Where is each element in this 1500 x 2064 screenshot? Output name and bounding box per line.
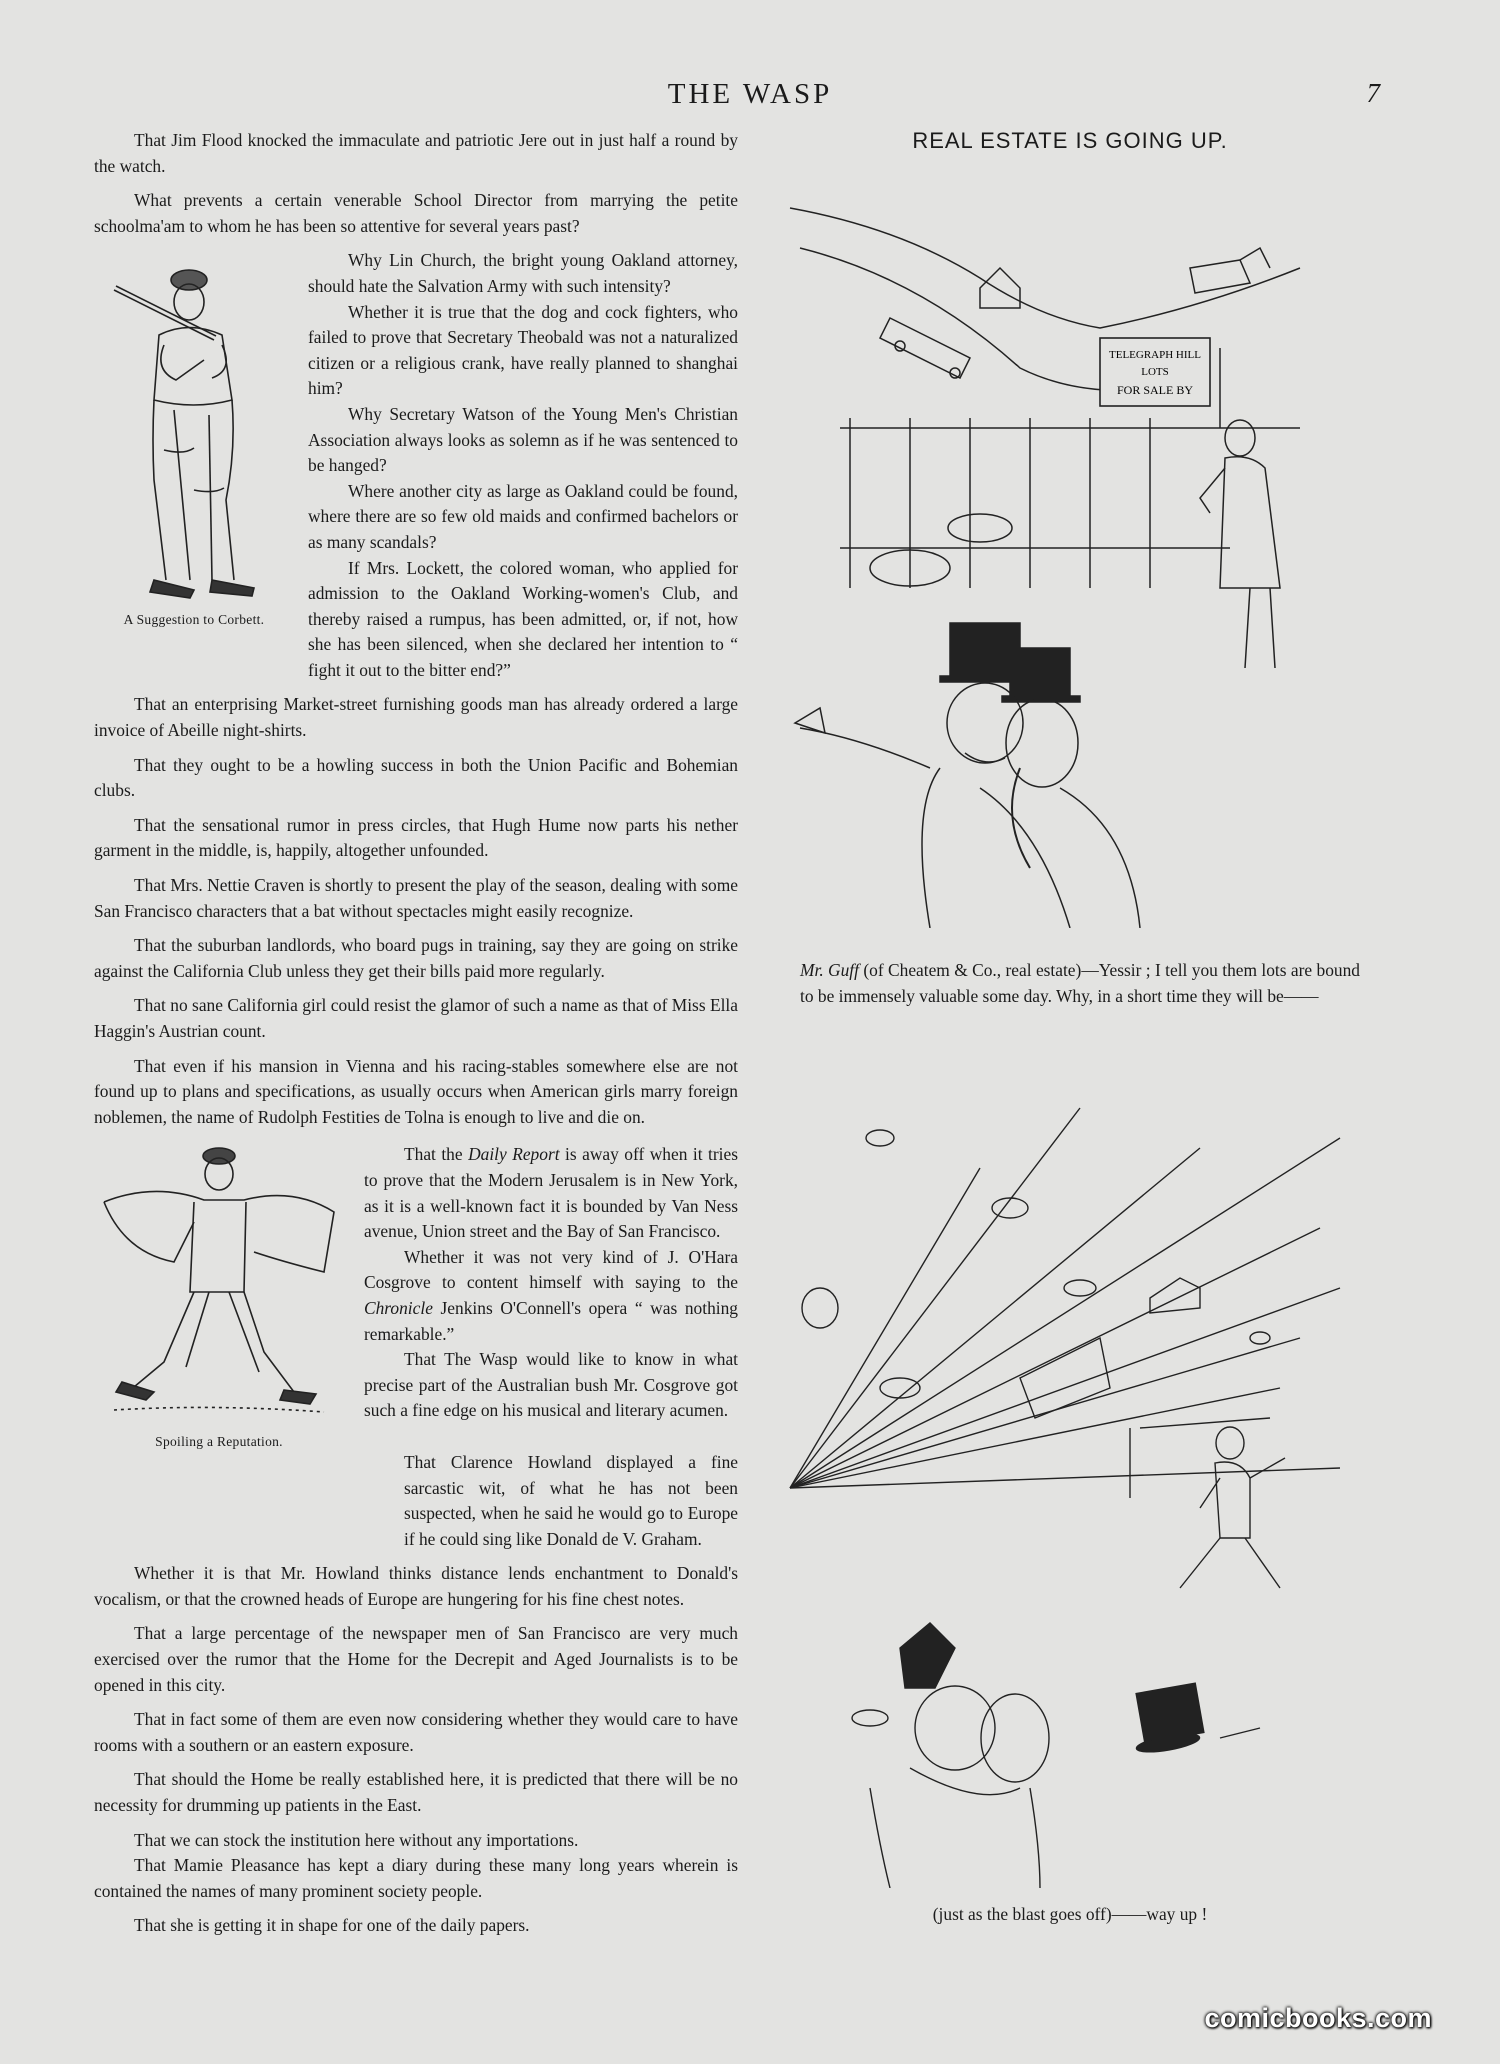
cartoon-title: REAL ESTATE IS GOING UP. — [912, 128, 1228, 153]
caption-text: (of Cheatem & Co., real estate)—Yessir ; I tell you them lots are bound to be immensely valuable some day. Why, in a short time they will be—— — [800, 960, 1360, 1006]
text-run: Whether it was not very kind of J. O'Hara Cosgrove to content himself with saying to the — [364, 1246, 738, 1293]
paragraph: That the suburban landlords, who board pugs in training, say they are going on strike against the California Club unless they get their bills paid more regularly. — [94, 935, 738, 981]
paragraph: If Mrs. Lockett, the colored woman, who applied for admission to the Oakland Working-women's Club, and thereby raised a rumpus, has been admitted, or, if not, how she has been silenced, when she declared her intention to “ fight it out to the bitter end?” — [308, 557, 738, 680]
paragraph: Why Lin Church, the bright young Oakland attorney, should hate the Salvation Army with such intensity? — [308, 250, 738, 296]
paragraph: That the sensational rumor in press circles, that Hugh Hume now parts his nether garment in the middle, is, happily, altogether unfounded. — [94, 814, 738, 861]
paragraph: That a large percentage of the newspaper men of San Francisco are very much exercised over the rumor that the Home for the Decrepit and Aged Journalists is to be opened in this city. — [94, 1623, 738, 1695]
paragraph: That in fact some of them are even now considering whether they would care to have rooms with a southern or an eastern exposure. — [94, 1709, 738, 1755]
paragraph: That Clarence Howland displayed a fine sarcastic wit, of what he has not been suspected, when he said he would go to Europe if he could sing like Donald de V. Graham. — [404, 1451, 738, 1549]
figure-caption: Spoiling a Reputation. — [155, 1434, 283, 1450]
sign-text: LOTS — [1141, 366, 1169, 378]
paragraph: Why Secretary Watson of the Young Men's Christian Association always looks as solemn as if he was sentenced to be hanged? — [308, 403, 738, 476]
cartoon-caption-2: (just as the blast goes off)——way up ! — [932, 1904, 1208, 1924]
left-column — [94, 128, 738, 1939]
paragraph: That they ought to be a howling success in both the Union Pacific and Bohemian clubs. — [94, 754, 738, 801]
text-run: That the — [404, 1144, 469, 1165]
paragraph: That Mrs. Nettie Craven is shortly to present the play of the season, dealing with some San Francisco characters that a bat without spectacles might easily recognize. — [94, 875, 738, 921]
masthead: THE WASP — [667, 78, 833, 110]
paragraph: That she is getting it in shape for one of the daily papers. — [134, 1915, 530, 1936]
figure-block-corbett — [94, 248, 738, 683]
paragraph: That should the Home be really established here, it is predicted that there will be no necessity for drumming up patients in the East. — [94, 1769, 738, 1816]
paragraph — [364, 1245, 738, 1347]
spacer — [364, 1424, 738, 1450]
cartoon-caption-1 — [800, 958, 1360, 1009]
batter-illustration — [94, 250, 290, 610]
figure-reputation — [94, 1142, 344, 1450]
watermark: comicbooks.com — [1204, 2003, 1432, 2033]
paragraph: That even if his mansion in Vienna and his racing-stables somewhere else are not found up to plans and specifications, as usually occurs when American girls marry foreign noblemen, the name of Rudolph Festities de Tolna is enough to live and die on. — [94, 1055, 738, 1127]
page-header — [0, 78, 1500, 118]
right-column — [770, 128, 1370, 1924]
sign-text: TELEGRAPH HILL — [1109, 349, 1201, 361]
paragraph: That Mamie Pleasance has kept a diary during these many long years wherein is contained the names of many prominent society people. — [94, 1855, 738, 1901]
text-run: is away off when it tries to prove that the Modern Jerusalem is in New York, as it is a well-known fact it is bounded by Van Ness avenue, Union street and the Bay of San Francisco. — [364, 1144, 738, 1242]
land-agent-illustration — [780, 168, 1360, 928]
paragraph: Whether it is true that the dog and cock fighters, who failed to prove that Secretary Theobald was not a naturalized citizen or a religious crank, have really planned to shanghai him? — [308, 301, 738, 399]
paragraph: That an enterprising Market-street furnishing goods man has already ordered a large invoice of Abeille night-shirts. — [94, 694, 738, 741]
figure-corbett — [94, 250, 294, 628]
figure-block-reputation — [94, 1142, 738, 1552]
cartoon-panel-2 — [780, 1088, 1360, 1893]
text-run: Jenkins O'Connell's opera “ was nothing remarkable.” — [364, 1297, 738, 1344]
paragraph: Whether it is that Mr. Howland thinks distance lends enchantment to Donald's vocalism, or that the crowned heads of Europe are hungering for his fine chest notes. — [94, 1563, 738, 1609]
paragraph: That The Wasp would like to know in what precise part of the Australian bush Mr. Cosgrove got such a fine edge on his musical and literary acumen. — [364, 1349, 738, 1421]
paragraph — [364, 1142, 738, 1244]
sale-sign — [1100, 338, 1210, 406]
paragraph: What prevents a certain venerable School Director from marrying the petite schoolma'am to whom he has been so attentive for several years past? — [94, 190, 738, 236]
paragraph: That no sane California girl could resist the glamor of such a name as that of Miss Ella Haggin's Austrian count. — [94, 995, 738, 1041]
paragraph: That Jim Flood knocked the immaculate and patriotic Jere out in just half a round by the watch. — [94, 130, 738, 176]
newspaper-title: Daily Report — [468, 1144, 560, 1165]
sign-text: FOR SALE BY — [1116, 383, 1194, 397]
paragraph: Where another city as large as Oakland could be found, where there are so few old maids and confirmed bachelors or as many scandals? — [308, 480, 738, 552]
paragraph: That we can stock the institution here without any importations. — [134, 1829, 579, 1850]
figure-caption: A Suggestion to Corbett. — [123, 612, 265, 628]
page-number: 7 — [1366, 78, 1380, 108]
explosion-illustration — [780, 1088, 1360, 1888]
newspaper-title: Chronicle — [364, 1297, 433, 1318]
cartoon-panel-1 — [780, 168, 1360, 933]
speaker-name: Mr. Guff — [800, 960, 859, 980]
walking-man-illustration — [94, 1142, 342, 1432]
